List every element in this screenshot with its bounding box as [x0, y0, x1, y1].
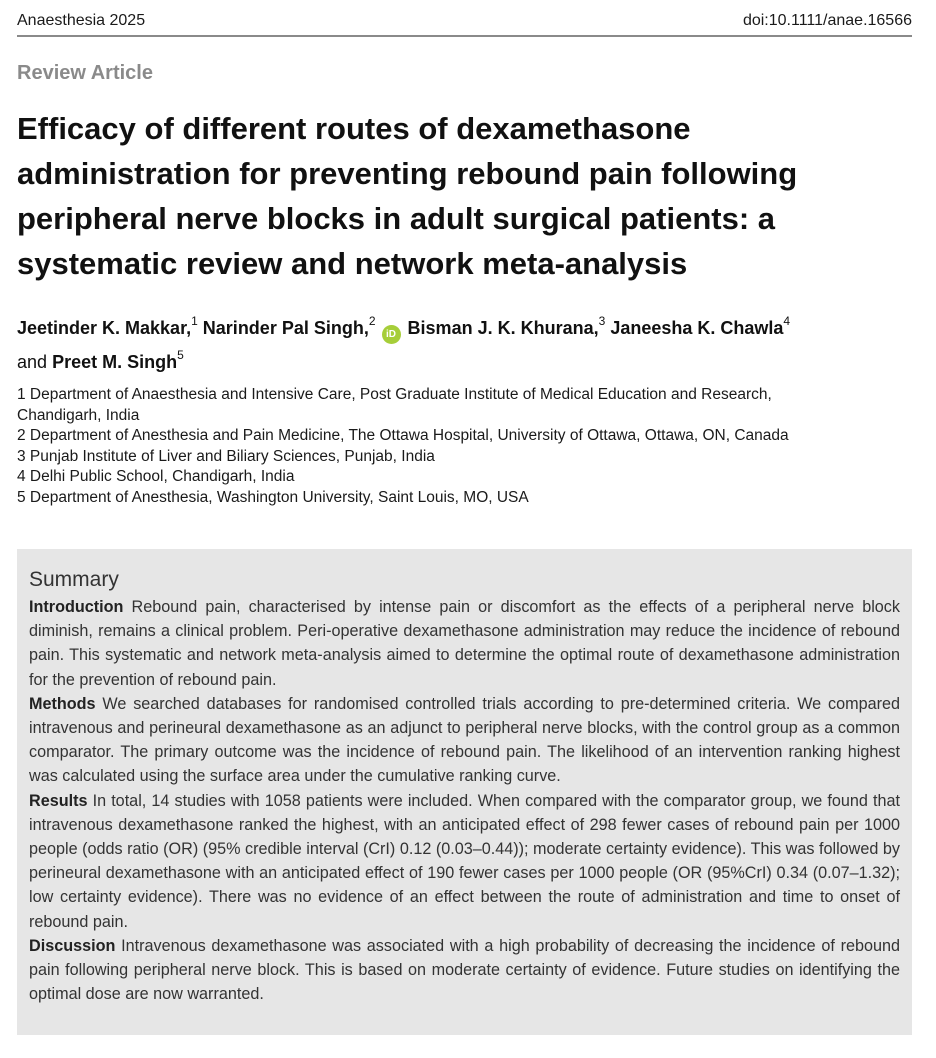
affiliation-line: 3 Punjab Institute of Liver and Biliary Sciences, Punjab, India	[17, 447, 435, 465]
affiliation-marker: 3	[598, 314, 606, 328]
and-word: and	[17, 352, 48, 372]
section-label: Methods	[29, 694, 96, 713]
title-line: systematic review and network meta-analysis	[17, 246, 688, 281]
title-line: Efficacy of different routes of dexamethasone	[17, 111, 691, 146]
section-label: Discussion	[29, 936, 116, 955]
affiliation-line: Chandigarh, India	[17, 406, 140, 424]
section-text: In total, 14 studies with 1058 patients were included. When compared with the comparator group, we found that intravenous dexamethasone ranked the highest, with an anticipated effect of 298 fewer cases of rebound pain per 1000 people (odds ratio (OR) (95% credible interval (CrI) 0.12 (0.03–0.44)); moderate certainty evidence). This was followed by perineural dexamethasone with an anticipated effect of 190 fewer cases per 1000 people (OR (95%CrI) 0.34 (0.07–1.32); low certainty evidence). There was no evidence of an effect between the route of administration and time to onset of rebound pain.	[29, 791, 900, 931]
author-name[interactable]: Janeesha K. Chawla	[610, 318, 784, 338]
author-name[interactable]: Bisman J. K. Khurana,	[407, 318, 599, 338]
section-text: Intravenous dexamethasone was associated with a high probability of decreasing the incidence of rebound pain following peripheral nerve block. This is based on moderate certainty of evidence. Future studies on identifying the optimal dose are now warranted.	[29, 936, 900, 1004]
header-rule	[17, 35, 912, 37]
section-text: We searched databases for randomised controlled trials according to pre-determined criteria. We compared intravenous and perineural dexamethasone as an adjunct to peripheral nerve blocks, with the control group as a common comparator. The primary outcome was the incidence of rebound pain. The likelihood of an intervention ranking highest was calculated using the surface area under the cumulative ranking curve.	[29, 694, 901, 786]
journal-name: Anaesthesia 2025	[17, 12, 146, 29]
affiliation-line: 2 Department of Anesthesia and Pain Medicine, The Ottawa Hospital, University of Ottawa, Ottawa, ON, Canada	[17, 427, 789, 444]
affiliation-marker: 1	[191, 314, 198, 328]
article-type: Review Article	[17, 62, 153, 84]
section-label: Introduction	[29, 598, 124, 616]
summary-results	[29, 789, 900, 934]
summary-methods	[29, 692, 900, 789]
author-name[interactable]: Jeetinder K. Makkar,	[17, 318, 192, 338]
author-list	[17, 310, 917, 375]
title-line: administration for preventing rebound pain following	[17, 156, 798, 191]
summary-introduction	[29, 595, 900, 692]
doi-link[interactable]: doi:10.1111/anae.16566	[742, 12, 912, 29]
summary-discussion	[29, 934, 900, 1007]
affiliation-list	[17, 385, 917, 508]
author-name[interactable]: Narinder Pal Singh,	[202, 318, 369, 338]
page-header	[17, 8, 912, 34]
affiliation-marker: 5	[177, 348, 184, 362]
affiliation-line: 4 Delhi Public School, Chandigarh, India	[17, 468, 295, 485]
summary-heading: Summary	[29, 568, 119, 591]
orcid-icon[interactable]: iD	[382, 325, 401, 344]
affiliation-marker: 4	[783, 314, 791, 328]
section-text: Rebound pain, characterised by intense pain or discomfort as the effects of a peripheral nerve block diminish, remains a clinical problem. Peri-operative dexamethasone administration may reduce the incidence of rebound pain. This systematic and network meta-analysis aimed to determine the optimal route of dexamethasone administration for the prevention of rebound pain.	[29, 598, 900, 689]
affiliation-line: 5 Department of Anesthesia, Washington University, Saint Louis, MO, USA	[17, 488, 529, 506]
summary-content	[29, 567, 900, 1006]
author-name[interactable]: Preet M. Singh	[52, 352, 178, 372]
article-title	[17, 106, 897, 286]
section-label: Results	[29, 791, 88, 810]
title-line: peripheral nerve blocks in adult surgical patients: a	[17, 201, 776, 236]
affiliation-line: 1 Department of Anaesthesia and Intensive Care, Post Graduate Institute of Medical Education and Research,	[17, 386, 772, 403]
affiliation-marker: 2	[368, 314, 376, 328]
summary-box	[17, 549, 912, 1035]
